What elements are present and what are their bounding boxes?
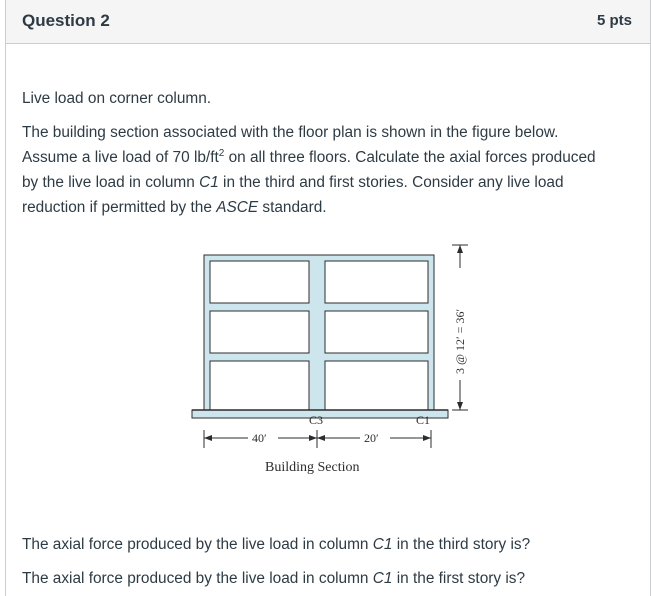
paragraph-line-3: by the live load in column C1 in the third and first stories. Consider any live load [22, 174, 564, 191]
question-part-1: The axial force produced by the live load in column C1 in the third story is? [22, 536, 531, 553]
label-c1: C1 [416, 413, 431, 427]
question-points: 5 pts [596, 12, 632, 29]
paragraph-line-4: reduction if permitted by the ASCE standard. [22, 199, 327, 216]
paragraph-line-2: Assume a live load of 70 $lb/ft^2$ on all three floors. Calculate the axial forces produced [22, 148, 596, 166]
question-intro: Live load on corner column. [22, 90, 212, 107]
frame [204, 255, 434, 410]
dim-height: 3 @ 12′ = 36′ [453, 308, 467, 374]
dimension-horizontal [204, 430, 431, 448]
building-section-figure [190, 240, 480, 485]
question-part-2: The axial force produced by the live load in column C1 in the first story is? [22, 570, 526, 587]
question-title: Question 2 [22, 11, 110, 30]
dim-left: 40′ [252, 431, 267, 445]
paragraph-line-1: The building section associated with the floor plan is shown in the figure below. [22, 124, 559, 141]
label-c3: C3 [309, 413, 324, 427]
figure-caption: Building Section [265, 460, 360, 475]
dim-right: 20′ [364, 431, 379, 445]
question-header [6, 0, 650, 44]
question-paragraph [22, 120, 622, 220]
